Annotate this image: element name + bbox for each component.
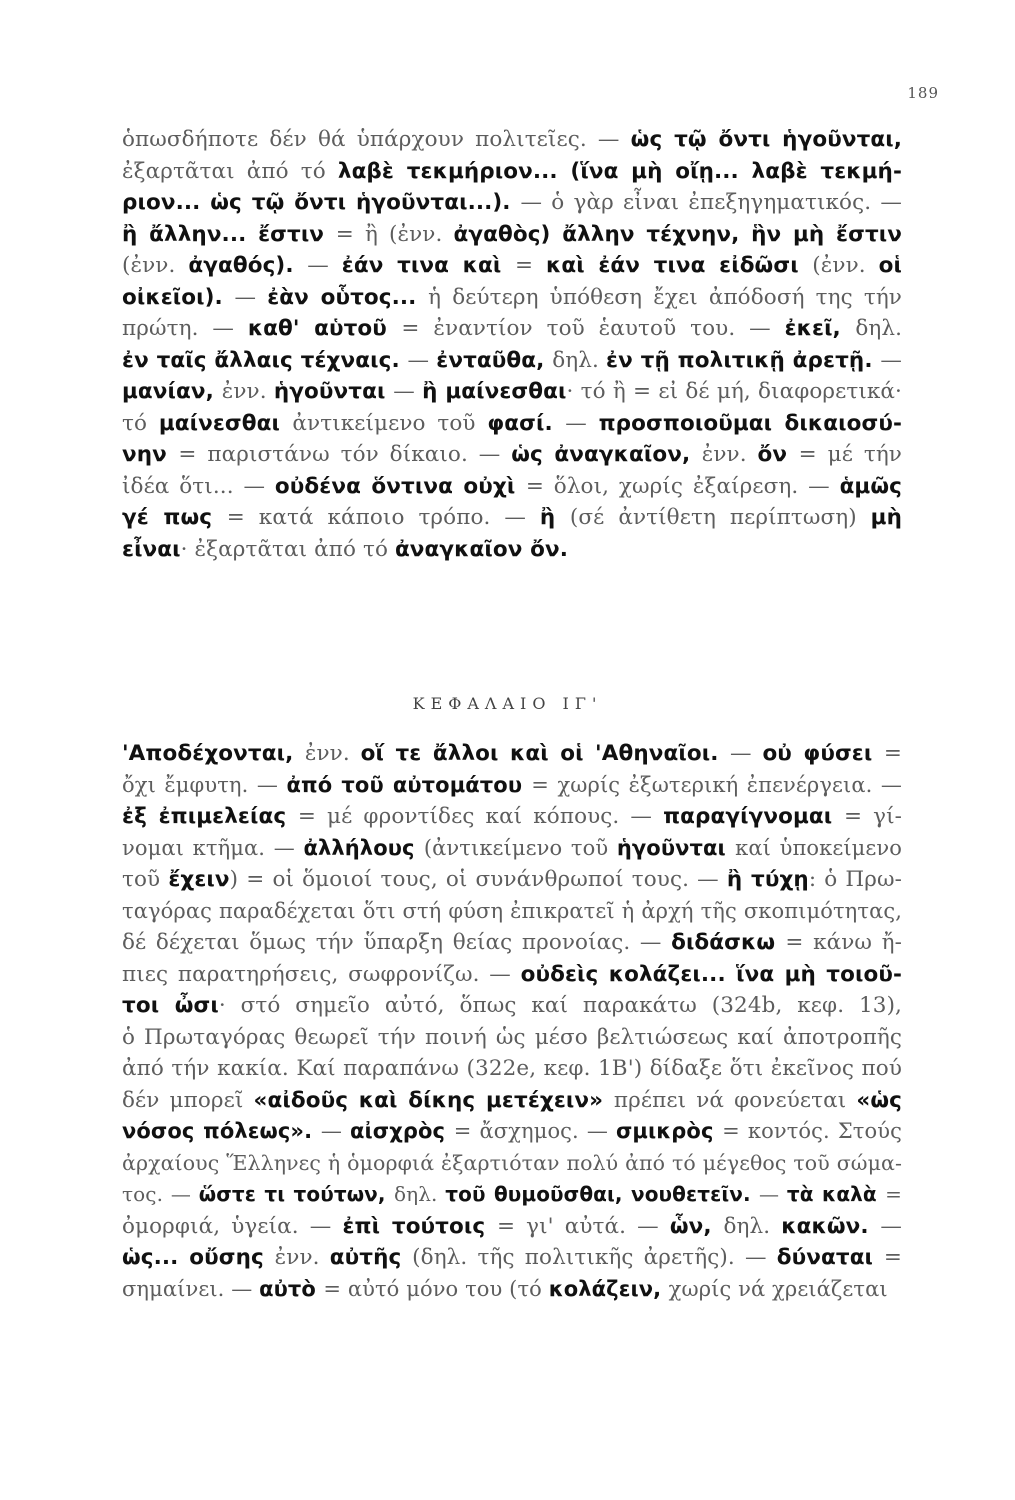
commentary-text: δέν μπορεῖ [122, 1087, 254, 1113]
text-line [122, 156, 902, 188]
greek-term: λαβὲ τεκμήριον... (ἵνα μὴ οἴῃ... λαβὲ τεκμή- [337, 158, 902, 184]
greek-term: οἱ [878, 253, 902, 278]
commentary-text: = γι' αὐτά. — [496, 1213, 670, 1239]
greek-term: οὐδεὶς κολάζει... ἵνα μὴ τοιοῦ- [520, 961, 902, 987]
greek-term: οἵ τε ἄλλοι καὶ οἱ 'Αθηναῖοι. [360, 741, 730, 766]
text-line [122, 896, 902, 928]
commentary-text: τος. — [122, 1182, 199, 1206]
commentary-text: ἐνν. [274, 1245, 330, 1270]
commentary-text: = ἢ (ἐνν. [335, 221, 454, 247]
greek-term: ἡγοῦνται [273, 379, 394, 404]
commentary-text: = μέ τήν [798, 442, 902, 467]
commentary-text: — [729, 741, 763, 766]
greek-term: γέ πως [122, 505, 227, 530]
chapter-heading: ΚΕΦΑΛΑΙΟ ΙΓ' [412, 694, 603, 713]
greek-term: ἁμῶς [839, 473, 902, 499]
commentary-text: · τό ἢ = εἰ δέ μή, διαφορετικά· [566, 379, 902, 404]
greek-term: τοῦ θυμοῦσθαι, νουθετεῖν. [445, 1182, 760, 1206]
greek-term: μὴ [870, 505, 902, 530]
text-line [122, 927, 902, 959]
text-line [122, 1085, 902, 1117]
greek-term: αἰσχρὸς [349, 1119, 454, 1143]
greek-term: ὄν [757, 442, 799, 467]
commentary-text: = κατά κάποιο τρόπο. — [226, 505, 540, 530]
commentary-text: ἀντικείμενο τοῦ [292, 410, 488, 436]
greek-term: ἐνταῦθα, [436, 347, 553, 373]
commentary-text: : ὁ Πρω- [808, 867, 902, 892]
text-line [122, 1274, 902, 1306]
commentary-text: ἐνν. [304, 741, 361, 766]
greek-term: μανίαν, [122, 379, 222, 404]
greek-term: ἐν τῇ πολιτικῇ ἀρετῇ. [606, 347, 881, 373]
commentary-text: νομαι κτῆμα. — [122, 835, 304, 860]
commentary-text: τοῦ [122, 867, 169, 892]
text-line [122, 187, 902, 219]
text-line [122, 313, 902, 345]
greek-term: κολάζειν, [548, 1276, 669, 1301]
greek-term: ἐξ ἐπιμελείας [122, 804, 298, 829]
greek-term: σμικρὸς [615, 1119, 723, 1143]
text-line [122, 1116, 902, 1148]
commentary-text: καί ὑποκείμενο [735, 835, 902, 860]
commentary-text: (ἀντικείμενο τοῦ [423, 835, 617, 860]
greek-term: παραγίγνομαι [663, 804, 844, 829]
greek-term: νην [122, 442, 179, 467]
commentary-text: — [320, 1119, 350, 1143]
text-line [122, 345, 902, 377]
greek-term: διδάσκω [671, 930, 786, 955]
commentary-text: ὀμορφιά, ὑγεία. — [122, 1213, 343, 1239]
commentary-text: ἡ δεύτερη ὑπόθεση ἔχει ἀπόδοσή της τήν [428, 284, 902, 310]
greek-term: ἐκεῖ, [784, 316, 856, 341]
commentary-text: = [883, 741, 902, 766]
commentary-text: = [883, 1245, 902, 1270]
greek-term: τὰ καλὰ [786, 1182, 886, 1206]
greek-term: καὶ ἐάν τινα εἰδῶσι [546, 253, 813, 278]
text-line [122, 1148, 902, 1180]
commentary-text: = κάνω ἤ- [785, 930, 902, 955]
text-line [122, 1022, 902, 1054]
commentary-text: ταγόρας παραδέχεται ὅτι στή φύση ἐπικρατεῖ ἡ ἀρχή τῆς σκοπιμότητας, [122, 898, 902, 923]
greek-term: ἀγαθὸς) ἄλλην τέχνην, ἣν μὴ ἔστιν [453, 221, 902, 247]
text-line [122, 471, 902, 503]
greek-term: μαίνεσθαι [158, 410, 293, 436]
text-line [122, 124, 902, 156]
greek-term: ἀλλήλους [303, 835, 424, 860]
greek-term: ὥστε τι τούτων, [198, 1182, 394, 1206]
commentary-text: σημαίνει. — [122, 1276, 260, 1301]
greek-term: εἶναι [122, 536, 181, 562]
commentary-text: = γί- [843, 804, 902, 829]
greek-term: ὧν, [669, 1213, 724, 1239]
commentary-text: (δηλ. τῆς πολιτικῆς ἀρετῆς). — [412, 1245, 777, 1270]
commentary-text: — [880, 347, 903, 373]
commentary-text: = αὐτό μόνο του (τό [323, 1276, 549, 1301]
greek-term: ἡγοῦνται [616, 835, 736, 860]
commentary-text: ἰδέα ὅτι... — [122, 473, 275, 499]
greek-term: ἀγαθός). [188, 253, 308, 278]
greek-term: κακῶν. [781, 1213, 881, 1239]
commentary-text: τό [122, 410, 159, 436]
greek-term: αὐτὸ [259, 1276, 324, 1301]
text-line [122, 990, 902, 1022]
commentary-text: · ἐξαρτᾶται ἀπό τό [180, 536, 395, 562]
text-line [122, 1053, 902, 1085]
commentary-text: πρώτη. — [122, 316, 248, 341]
greek-term: καθ' αὑτοῦ [247, 316, 402, 341]
text-line [122, 738, 902, 770]
commentary-text: ὄχι ἔμφυτη. — [122, 772, 287, 797]
greek-term: οἰκεῖοι). [122, 284, 235, 310]
greek-term: 'Αποδέχονται, [122, 741, 305, 766]
commentary-block-1 [122, 124, 902, 565]
commentary-text: δηλ. [552, 347, 607, 373]
greek-term: ἐὰν οὗτος... [267, 284, 429, 310]
greek-term: ἀναγκαῖον ὄν. [394, 536, 568, 562]
commentary-text: — [759, 1182, 787, 1206]
greek-term: αὐτῆς [329, 1245, 413, 1270]
greek-term: ἐπὶ τούτοις [342, 1213, 497, 1239]
text-line [122, 770, 902, 802]
commentary-text: ἐνν. [221, 379, 274, 404]
commentary-text: = [514, 253, 547, 278]
text-line [122, 801, 902, 833]
commentary-text: — ὁ γὰρ εἶναι ἐπεξηγηματικός. — [520, 190, 902, 215]
commentary-text: — [880, 1213, 903, 1239]
greek-term: δύναται [776, 1245, 884, 1270]
greek-term: τοι ὦσι [122, 993, 219, 1018]
commentary-text: δηλ. [723, 1213, 782, 1239]
text-line [122, 502, 902, 534]
commentary-text: — [565, 410, 599, 436]
commentary-text: = μέ φροντίδες καί κόπους. — [297, 804, 664, 829]
greek-term: ἔχειν [168, 867, 230, 892]
commentary-text: ὁ Πρωταγόρας θεωρεῖ τήν ποινή ὡς μέσο βελτιώσεως καί ἀποτροπῆς [122, 1024, 902, 1050]
text-line [122, 833, 902, 865]
greek-term: ἀπό τοῦ αὐτομάτου [286, 772, 532, 797]
page-number: 189 [907, 84, 939, 102]
commentary-text: δέ δέχεται ὅμως τήν ὕπαρξη θείας προνοίας. — [122, 930, 672, 955]
commentary-text: (ἐνν. [122, 253, 189, 278]
text-line [122, 1242, 902, 1274]
text-line [122, 439, 902, 471]
greek-term: «αἰδοῦς καὶ δίκης μετέχειν» [253, 1087, 614, 1113]
commentary-text: — [234, 284, 268, 310]
greek-term: ἢ ἄλλην... ἔστιν [122, 221, 336, 247]
commentary-text: = ἐναντίον τοῦ ἑαυτοῦ του. — [401, 316, 785, 341]
greek-term: «ὡς [856, 1087, 902, 1113]
commentary-text: = [885, 1182, 903, 1206]
text-line [122, 282, 902, 314]
commentary-text: πρέπει νά φονεύεται [613, 1087, 857, 1113]
greek-term: ἢ [539, 505, 570, 530]
text-line [122, 1211, 902, 1243]
greek-term: οὐδένα ὅντινα οὐχὶ [274, 473, 526, 499]
text-line [122, 376, 902, 408]
greek-term: ἐν ταῖς ἄλλαις τέχναις. [122, 347, 408, 373]
text-line [122, 1179, 902, 1211]
text-line [122, 864, 902, 896]
commentary-text: — [407, 347, 437, 373]
commentary-text: = παριστάνω τόν δίκαιο. — [178, 442, 512, 467]
commentary-text: ) = οἱ ὅμοιοί τους, οἱ συνάνθρωποί τους. — [229, 867, 727, 892]
text-line [122, 408, 902, 440]
greek-term: ὡς ἀναγκαῖον, [511, 442, 702, 467]
commentary-text: — [307, 253, 342, 278]
commentary-text: δηλ. [855, 316, 903, 341]
text-line [122, 534, 902, 566]
commentary-text: ἐνν. [701, 442, 758, 467]
greek-term: νόσος πόλεως». [122, 1119, 321, 1143]
commentary-block-2 [122, 738, 902, 1305]
commentary-text: πιες παρατηρήσεις, σωφρονίζω. — [122, 961, 521, 987]
commentary-text: χωρίς νά χρειάζεται [668, 1276, 888, 1301]
text-line [122, 250, 902, 282]
commentary-text: δηλ. [394, 1182, 446, 1206]
text-line [122, 959, 902, 991]
greek-term: ὡς τῷ ὄντι ἡγοῦνται, [630, 127, 903, 152]
commentary-text: ἀρχαίους Ἕλληνες ἡ ὁμορφιά ἐξαρτιόταν πολύ ἀπό τό μέγεθος τοῦ σώμα- [122, 1150, 902, 1175]
greek-term: ὡς... οὔσης [122, 1245, 275, 1270]
greek-term: ριον... ὡς τῷ ὄντι ἡγοῦνται...). [122, 190, 521, 215]
commentary-text: ἐξαρτᾶται ἀπό τό [122, 158, 338, 184]
greek-term: οὐ φύσει [762, 741, 884, 766]
commentary-text: (σέ ἀντίθετη περίπτωση) [569, 505, 871, 530]
greek-term: ἢ τύχῃ [726, 867, 809, 892]
commentary-text: = χωρίς ἐξωτερική ἐπενέργεια. — [531, 772, 902, 797]
greek-term: φασί. [487, 410, 566, 436]
commentary-text: ἀπό τήν κακία. Καί παραπάνω (322e, κεφ. 1Β') δίδαξε ὅτι ἐκεῖνος πού [122, 1056, 902, 1081]
commentary-text: (ἐνν. [812, 253, 879, 278]
commentary-text: · στό σημεῖο αὐτό, ὅπως καί παρακάτω (324b, κεφ. 13), [218, 993, 902, 1018]
commentary-text: ὁπωσδήποτε δέν θά ὑπάρχουν πολιτεῖες. — [122, 127, 631, 152]
commentary-text: = κοντός. Στούς [722, 1119, 902, 1143]
commentary-text: = ὅλοι, χωρίς ἐξαίρεση. — [525, 473, 840, 499]
greek-term: προσποιοῦμαι δικαιοσύ- [598, 410, 902, 436]
commentary-text: — [393, 379, 423, 404]
greek-term: ἐάν τινα καὶ [341, 253, 515, 278]
greek-term: ἢ μαίνεσθαι [422, 379, 567, 404]
text-line [122, 219, 902, 251]
commentary-text: = ἄσχημος. — [453, 1119, 616, 1143]
